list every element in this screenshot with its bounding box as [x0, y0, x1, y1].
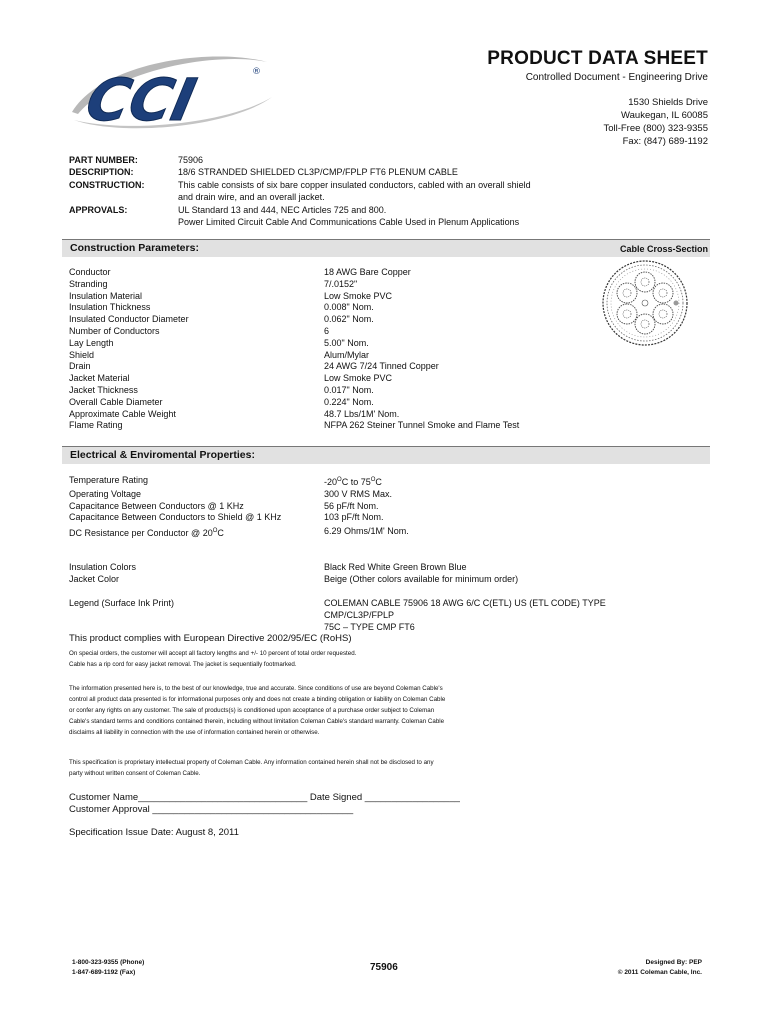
address-line: Waukegan, IL 60085: [621, 110, 708, 121]
address-line: Fax: (847) 689-1192: [622, 136, 708, 147]
legend-table: [69, 598, 654, 633]
proprietary-line: party without written consent of Coleman Cable.: [69, 770, 201, 777]
description-value: 18/6 STRANDED SHIELDED CL3P/CMP/FPLP FT6 PLENUM CABLE: [178, 167, 458, 178]
param-value: [324, 598, 654, 633]
footer-contact: [72, 958, 144, 978]
svg-text:®: ®: [252, 67, 261, 77]
param-value: 6: [324, 325, 330, 336]
construction-section-header: [62, 239, 710, 257]
param-label: Jacket Color: [69, 573, 120, 584]
section-title: Electrical & Enviromental Properties:: [70, 449, 255, 461]
proprietary-line: This specification is proprietary intellectual property of Coleman Cable. Any information contained herein shall not be disclosed to any: [69, 759, 434, 766]
table-row: [69, 279, 654, 291]
degree-symbol: O: [370, 477, 376, 483]
param-label: Capacitance Between Conductors @ 1 KHz: [69, 500, 244, 511]
table-row: [69, 373, 654, 385]
address-line: 1530 Shields Drive: [628, 97, 708, 108]
param-label: Overall Cable Diameter: [69, 396, 163, 407]
temp-low: -20: [324, 477, 338, 487]
param-value: 56 pF/ft Nom.: [324, 500, 379, 511]
special-orders-note: [69, 648, 729, 670]
address-line: Toll-Free (800) 323-9355: [603, 123, 708, 134]
issue-date: Specification Issue Date: August 8, 2011: [69, 827, 239, 838]
rohs-statement: This product complies with European Directive 2002/95/EC (RoHS): [69, 633, 352, 644]
footer-part-number: 75906: [370, 962, 398, 973]
electrical-table: [69, 475, 654, 540]
disclaimer-line: disclaims all liability in connection with the use of information contained herein or otherwise.: [69, 729, 320, 736]
param-value: Alum/Mylar: [324, 349, 370, 360]
param-label: [69, 526, 324, 540]
part-info: [69, 154, 578, 228]
customer-name-line[interactable]: Customer Name________________________________ Date Signed __________________: [69, 792, 460, 803]
disclaimer: [69, 683, 729, 738]
param-value: 0.008" Nom.: [324, 302, 374, 313]
disclaimer-line: Cable's standard terms and conditions contained therein, including without limitation Coleman Cable's standard warranty. Coleman Cable: [69, 718, 445, 725]
param-label: Approximate Cable Weight: [69, 408, 176, 419]
param-label: Shield: [69, 349, 95, 360]
param-label: Jacket Thickness: [69, 384, 138, 395]
table-row: [69, 409, 654, 421]
table-row: [69, 526, 654, 540]
param-label: Lay Length: [69, 337, 114, 348]
table-row: [69, 420, 654, 432]
construction-table: [69, 267, 654, 432]
param-value: 103 pF/ft Nom.: [324, 512, 384, 523]
table-row: [69, 512, 654, 524]
disclaimer-line: The information presented here is, to the best of our knowledge, true and accurate. Since conditions of use are beyond Coleman Cable's: [69, 685, 443, 692]
footer-credits: [618, 958, 702, 978]
construction-value: [178, 179, 578, 204]
note-line: Cable has a rip cord for easy jacket removal. The jacket is sequentially footmarked.: [69, 661, 297, 668]
table-row: [69, 397, 654, 409]
approvals-label: APPROVALS:: [69, 204, 128, 215]
table-row: [69, 489, 654, 501]
table-row: [69, 475, 654, 489]
approvals-value: [178, 204, 578, 229]
proprietary-note: [69, 757, 729, 779]
customer-signoff: [69, 792, 729, 816]
cci-logo: [62, 42, 277, 142]
temp-unit: C: [375, 477, 382, 487]
table-row: [69, 350, 654, 362]
table-row: [69, 562, 654, 574]
param-label: Insulation Thickness: [69, 302, 151, 313]
degree-symbol: O: [212, 528, 218, 535]
cable-cross-section-image: [600, 258, 690, 348]
footer-designed-by: Designed By: PEP: [645, 959, 702, 966]
param-value: Black Red White Green Brown Blue: [324, 562, 467, 572]
param-label: Drain: [69, 361, 91, 372]
param-value: Low Smoke PVC: [324, 290, 393, 301]
electrical-section-header: [62, 446, 710, 464]
table-row: [69, 361, 654, 373]
param-value: Beige (Other colors available for minimum order): [324, 573, 519, 584]
page-subtitle: Controlled Document - Engineering Drive: [525, 72, 708, 83]
dcr-unit: C: [217, 528, 224, 539]
legend-line: COLEMAN CABLE 75906 18 AWG 6/C C(ETL) US (ETL CODE) TYPE CMP/CL3P/FPLP: [324, 598, 606, 620]
part-number-value: 75906: [178, 155, 204, 165]
param-label: Jacket Material: [69, 373, 130, 384]
param-value: 48.7 Lbs/1M' Nom.: [324, 408, 400, 419]
dcr-label: DC Resistance per Conductor @ 20: [69, 528, 213, 539]
param-value: 6.29 Ohms/1M' Nom.: [324, 526, 409, 537]
param-value: NFPA 262 Steiner Tunnel Smoke and Flame Test: [324, 420, 520, 431]
note-line: On special orders, the customer will accept all factory lengths and +/- 10 percent of total order requested.: [69, 650, 357, 657]
param-value: 7/.0152": [324, 278, 358, 289]
param-label: Legend (Surface Ink Print): [69, 598, 175, 608]
param-label: Flame Rating: [69, 420, 123, 431]
approvals-line: UL Standard 13 and 444, NEC Articles 725 and 800.: [178, 204, 387, 215]
disclaimer-line: or confer any rights on any customer. The sale of products(s) is conditioned upon acceptance of a purchase order subject to Coleman: [69, 707, 435, 714]
table-row: [69, 326, 654, 338]
table-row: [69, 501, 654, 513]
part-number-label: PART NUMBER:: [69, 155, 138, 165]
company-address: [603, 96, 708, 148]
temp-mid: C to 75: [341, 477, 371, 487]
construction-line: and drain wire, and an overall jacket.: [178, 192, 325, 203]
param-value: 24 AWG 7/24 Tinned Copper: [324, 361, 439, 372]
param-label: Operating Voltage: [69, 488, 142, 499]
param-label: Stranding: [69, 278, 108, 289]
table-row: [69, 314, 654, 326]
footer-copyright: © 2011 Coleman Cable, Inc.: [617, 969, 702, 976]
disclaimer-line: control all product data presented is for informational purposes only and does not create a binding obligation or liability on Coleman Cable: [69, 696, 446, 703]
table-row: [69, 385, 654, 397]
table-row: [69, 302, 654, 314]
construction-line: This cable consists of six bare copper insulated conductors, cabled with an overall shield: [178, 179, 531, 190]
param-label: Capacitance Between Conductors to Shield @ 1 KHz: [69, 512, 282, 523]
param-value: 0.017" Nom.: [324, 384, 374, 395]
table-row: [69, 291, 654, 303]
page-title: PRODUCT DATA SHEET: [487, 48, 708, 69]
footer-fax: 1-847-689-1192 (Fax): [72, 969, 136, 976]
param-value: 0.224" Nom.: [324, 396, 374, 407]
table-row: [69, 574, 654, 586]
param-value: 300 V RMS Max.: [324, 488, 393, 499]
approvals-line: Power Limited Circuit Cable And Communications Cable Used in Plenum Applications: [178, 217, 520, 228]
table-row: [69, 598, 654, 633]
svg-text:CCI: CCI: [80, 66, 202, 134]
param-value: [324, 475, 654, 489]
param-label: Insulated Conductor Diameter: [69, 314, 189, 325]
section-title: Construction Parameters:: [70, 242, 199, 254]
param-label: Temperature Rating: [69, 475, 149, 485]
param-value: Low Smoke PVC: [324, 373, 393, 384]
description-label: DESCRIPTION:: [69, 167, 134, 178]
param-label: Insulation Material: [69, 290, 143, 301]
customer-approval-line[interactable]: Customer Approval ______________________________________: [69, 804, 354, 815]
legend-line: 75C – TYPE CMP FT6: [324, 621, 415, 632]
param-label: Insulation Colors: [69, 562, 137, 572]
table-row: [69, 338, 654, 350]
param-value: 0.062" Nom.: [324, 314, 374, 325]
param-value: 18 AWG Bare Copper: [324, 267, 411, 277]
param-value: 5.00" Nom.: [324, 337, 369, 348]
degree-symbol: O: [337, 477, 342, 483]
construction-label: CONSTRUCTION:: [69, 179, 145, 190]
param-label: Conductor: [69, 267, 111, 277]
param-label: Number of Conductors: [69, 325, 160, 336]
table-row: [69, 267, 654, 279]
footer-phone: 1-800-323-9355 (Phone): [72, 959, 145, 966]
cross-section-label: Cable Cross-Section: [619, 244, 708, 254]
color-table: [69, 562, 654, 586]
